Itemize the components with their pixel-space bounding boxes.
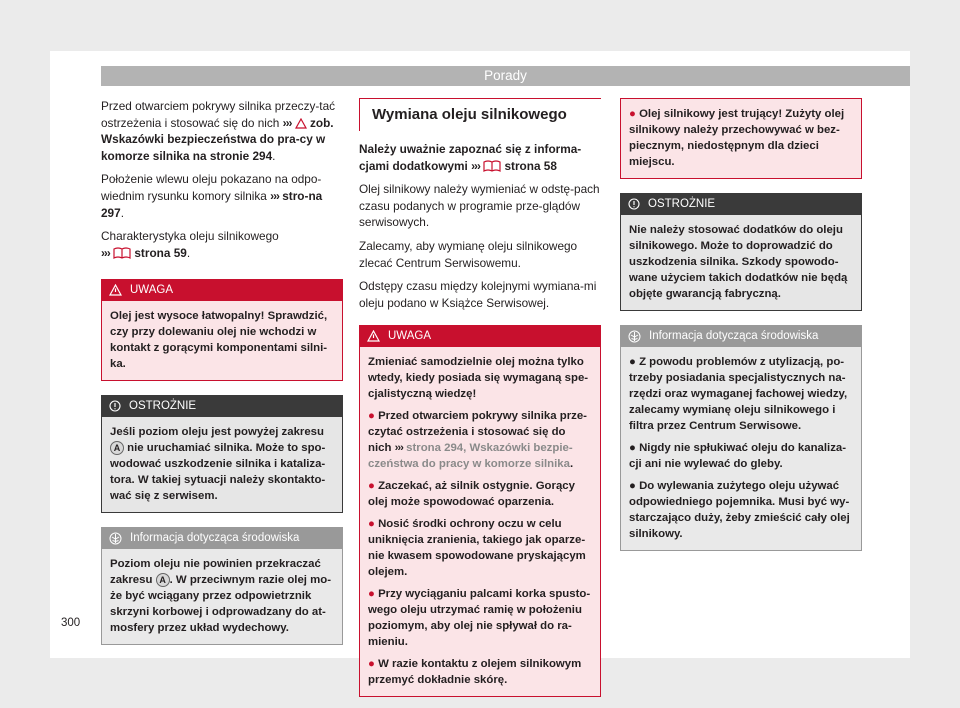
xref-link[interactable]: strona 294, Wskazówki bezpie-czeństwa do pracy w komorze silnika — [368, 442, 573, 471]
warning-continuation-box — [620, 98, 862, 179]
list-item: ● W razie kontaktu z olejem silnikowym przemyć dokładnie skórę. — [368, 658, 582, 687]
column-2 — [359, 98, 601, 697]
bullet-icon: ● — [629, 356, 636, 368]
bullet-icon: ● — [368, 480, 375, 493]
book-icon — [483, 159, 501, 173]
paragraph: Przed otwarciem pokrywy silnika przeczy-tać ostrzeżenia i stosować się do nich ››› zob. Wskazówki bezpieczeństwa do pra-cy w komorze silnika na stronie 294. — [101, 99, 336, 163]
bullet-icon: ● — [368, 518, 375, 531]
xref-arrow: ››› — [394, 442, 403, 455]
leaf-icon — [628, 330, 641, 343]
intro-paragraph: Należy uważnie zapoznać się z informa-cjami dodatkowymi ››› strona 58 — [359, 142, 582, 173]
column-1 — [101, 98, 343, 645]
paragraph: Charakterystyka oleju silnikowego ››› strona 59. — [101, 229, 279, 260]
caution-body: Jeśli poziom oleju jest powyżej zakresu A nie uruchamiać silnika. Może to spo-wodować uszkodzenie silnika i kataliza-tora. W takiej sytuacji należy skontakto-wać się z serwisem. — [101, 417, 343, 513]
list-item: ● Zaczekać, aż silnik ostygnie. Gorący olej może spowodować oparzenia. — [368, 480, 575, 509]
xref-arrow: ››› — [282, 115, 292, 130]
list-item: ● Z powodu problemów z utylizacją, po-trzeby posiadania specjalistycznych na-rzędzi oraz wymaganej fachowej wiedzy, zalecamy wymianę oleju silnikowego i filtra przez Centrum Serwisowe. — [629, 356, 848, 432]
warning-body: Olej jest wysoce łatwopalny! Sprawdzić, czy przy dolewaniu olej nie wchodzi w kontakt z gorącymi komponentami silni-ka. — [101, 301, 343, 381]
environment-body: Poziom oleju nie powinien przekraczać zakresu A . W przeciwnym razie olej mo-że być wciągany przez odpowietrznik skrzyni korbowej i odprowadzany do at-mosfery przez układ wydechowy. — [101, 549, 343, 645]
column-3 — [620, 98, 862, 551]
caution-box — [101, 395, 343, 513]
caution-header: OSTROŻNIE — [101, 395, 343, 417]
environment-header: Informacja dotycząca środowiska — [620, 325, 862, 347]
marker-a: A — [110, 441, 124, 455]
environment-header: Informacja dotycząca środowiska — [101, 527, 343, 549]
environment-box — [620, 325, 862, 551]
warning-body — [359, 347, 601, 697]
xref-arrow: ››› — [471, 158, 480, 173]
bullet-icon: ● — [629, 108, 636, 120]
bullet-icon: ● — [368, 410, 375, 423]
warning-triangle-icon — [367, 330, 380, 342]
page-number: 300 — [61, 617, 81, 629]
warning-header: UWAGA — [101, 279, 343, 301]
xref-link[interactable]: stro-na 297 — [101, 188, 323, 220]
section-title: Wymiana oleju silnikowego — [359, 98, 601, 131]
marker-a: A — [156, 573, 170, 587]
info-circle-icon — [628, 198, 640, 210]
xref-arrow: ››› — [270, 188, 279, 203]
xref-link[interactable]: strona 59 — [134, 245, 187, 260]
environment-body — [620, 347, 862, 551]
list-item: ● Nigdy nie spłukiwać oleju do kanaliza-cji ani nie wylewać do gleby. — [629, 442, 847, 470]
bullet-icon: ● — [629, 480, 636, 492]
warning-triangle-icon — [295, 118, 307, 129]
warning-body: ● Olej silnikowy jest trujący! Zużyty olej silnikowy należy przechowywać w bez-piecznym, niedostępnym dla dzieci miejscu. — [620, 98, 862, 179]
warning-triangle-icon — [109, 284, 122, 296]
list-item: ● Do wylewania zużytego oleju używać odpowiedniego pojemnika. Musi być wy-starczająco duży, żeby zmieścić cały olej silnikowy. — [629, 480, 850, 540]
warning-box — [359, 325, 601, 697]
bullet-icon: ● — [368, 658, 375, 671]
book-icon — [113, 246, 131, 260]
leaf-icon — [109, 532, 122, 545]
caution-body: Nie należy stosować dodatków do oleju silnikowego. Może to doprowadzić do uszkodzenia silnika. Szkody spowodo-wane użyciem takich dodatków nie będą objęte gwarancją fabryczną. — [620, 215, 862, 311]
paragraph: Odstępy czasu między kolejnymi wymiana-mi oleju podano w Książce Serwisowej. — [359, 279, 597, 310]
paragraph: Zalecamy, aby wymianę oleju silnikowego zlecać Centrum Serwisowemu. — [359, 238, 578, 270]
paragraph: Położenie wlewu oleju pokazano na odpo-wiednim rysunku komory silnika ››› stro-na 297. — [101, 172, 323, 220]
xref-link[interactable]: zob. Wskazówki bezpieczeństwa do pra-cy w komorze silnika na stronie 294 — [101, 115, 334, 163]
info-circle-icon — [109, 400, 121, 412]
caution-header: OSTROŻNIE — [620, 193, 862, 215]
bullet-icon: ● — [368, 588, 375, 601]
xref-arrow: ››› — [101, 245, 110, 260]
list-item: ● Nosić środki ochrony oczu w celu uniknięcia zranienia, takiego jak oparze-nie kwasem spowodowane pryskającym olejem. — [368, 518, 586, 579]
warning-box — [101, 279, 343, 381]
caution-box — [620, 193, 862, 311]
bullet-icon: ● — [629, 442, 636, 454]
warning-intro: Zmieniać samodzielnie olej można tylko wtedy, kiedy posiada się wymaganą spe-cjalistyczną wiedzę! — [368, 356, 589, 401]
list-item: ● Przed otwarciem pokrywy silnika prze-czytać ostrzeżenia i stosować się do nich ››› strona 294, Wskazówki bezpie-czeństwa do pracy w komorze silnika. — [368, 410, 587, 471]
page-header: Porady — [101, 66, 910, 86]
environment-box — [101, 527, 343, 645]
list-item: ● Przy wyciąganiu palcami korka spusto-wego oleju utrzymać ramię w położeniu poziomym, aby olej nie spływał do ra-mieniu. — [368, 588, 591, 649]
manual-page — [50, 51, 910, 687]
xref-link[interactable]: strona 58 — [504, 158, 557, 173]
warning-header: UWAGA — [359, 325, 601, 347]
paragraph: Olej silnikowy należy wymieniać w odstę-pach czasu podanych w programie prze-glądów serwisowych. — [359, 182, 600, 230]
